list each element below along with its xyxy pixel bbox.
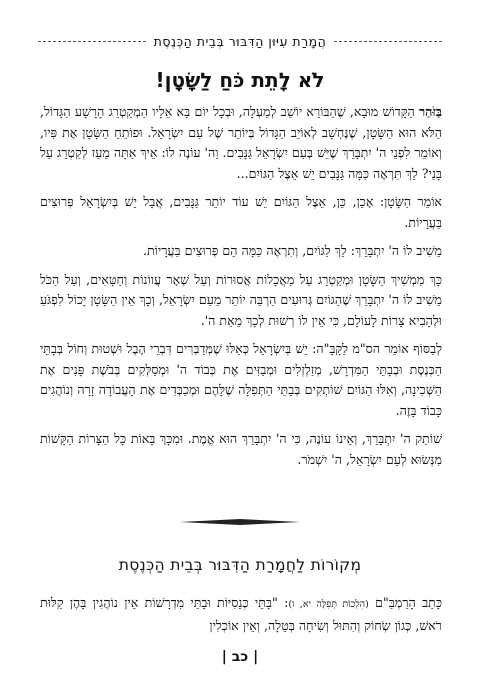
source-author: כָּתַב הָרַמְבַּ"ם	[375, 595, 442, 610]
running-header-text: הֲמָרַת עִיּוּן הַדִּבּוּר בְּבֵית הַכְּנֶסֶת	[153, 34, 327, 49]
chapter-title: לֹא לָתֵת כֹּחַ לַשָּׂטָן!	[155, 68, 325, 92]
paragraph-text: אוֹמֵר הַשָּׂטָן: אָכֵן, כֵּן, אֵצֶל הַגּוֹיִם יֵשׁ עוֹד יוֹתֵר גַּנָּבִים, אֲבָל יֵשׁ בְּיִשְׂרָאֵל פְּרוּצִים בַּעֲרָיוֹת.	[40, 194, 442, 230]
main-text	[40, 102, 442, 478]
section-title: מְקוֹרוֹת לַחֲמָרַת הַדִּבּוּר בְּבֵית הַכְּנֶסֶת	[118, 556, 362, 574]
paragraph	[40, 102, 442, 184]
paragraph	[40, 241, 442, 262]
paragraph-text: מֵשִׁיב לוֹ ה' יִתְבָּרֵךְ: לֵךְ לַגּוֹיִם, וְתִרְאֶה כַּמָּה הֵם פְּרוּצִים בַּעֲרָיוֹת.	[143, 243, 442, 258]
paragraph	[40, 192, 442, 233]
paragraph-text: כָּךְ מַמְשִׁיךְ הַשָּׂטָן וּמְקַטְרֵג עַל מַאֲכָלוֹת אֲסוּרוֹת וְעַל שְׁאָר עֲווֹנוֹת וְחַטָּאִים, וְעַל הַכֹּל מֵשִׁיב לוֹ ה' יִתְבָּרֵךְ שֶׁהַגּוֹיִם גְּרוּעִים הַרְבֵּה יוֹתֵר מֵעַם יִשְׂרָאֵל, וְכָךְ אֵין הַשָּׂטָן יָכוֹל לִפְגֹּעַ וּלְהָבִיא צָרוֹת לָעוֹלָם, כִּי אֵין לוֹ רְשׁוּת לְכָךְ מֵאֵת ה'.	[40, 271, 442, 328]
divider-ornament-icon	[180, 517, 300, 527]
paragraph	[40, 270, 442, 332]
paragraph-text: הַקָּדוֹשׁ מוּבָא, שֶׁהַבּוֹרֵא יוֹשֵׁב לְמַעְלָה, וּבְכָל יוֹם בָּא אֵלָיו הַמְקַטְרֵג הָרָשָׁע הַגָּדוֹל, הַלֹּא הוּא הַשָּׂטָן, שֶׁנֶּחְשָׁב לְאוֹיֵב הַגָּדוֹל בְּיוֹתֵר שֶׁל עַם יִשְׂרָאֵל. וּפוֹתֵחַ הַשָּׂטָן אֶת פִּיו, וְאוֹמֵר לִפְנֵי ה' יִתְבָּרֵךְ שֶׁיֵּשׁ בְּעַם יִשְׂרָאֵל גַּנָּבִים. וַה' עוֹנֶה לוֹ: אֵיךְ אַתָּה מֵעֵז לְקַטְרֵג עַל בָּנַי? לֵךְ תִּרְאֶה כַּמָּה גַּנָּבִים יֵשׁ אֵצֶל הַגּוֹיִם...	[40, 104, 442, 181]
paragraph	[40, 339, 442, 421]
paragraph-lead-word: בַּזֹּהַר	[418, 104, 442, 119]
paragraph	[40, 429, 442, 470]
header-rule-left	[38, 41, 146, 42]
source-text	[40, 593, 442, 636]
source-quote: : "בָּתֵּי כְּנֵסִיּוֹת וּבָתֵּי מִדְרָשׁוֹת אֵין נוֹהֲגִין בָּהֶן קַלּוּת רֹאשׁ, כְּגוֹן שְׂחוֹק וְהִתּוּל וְשִׂיחָה בְּטֵלָה, וְאֵין אוֹכְלִין	[40, 595, 442, 633]
section-divider-ornament	[0, 517, 480, 527]
paragraph-text: שׁוֹתֵק ה' יִתְבָּרֵךְ, וְאֵינוֹ עוֹנֶה, כִּי ה' יִתְבָּרֵךְ הוּא אֱמֶת. וּמִכָּךְ בָּאוֹת כָּל הַצָּרוֹת הַקָּשׁוֹת מִנְּשׂוּא לְעַם יִשְׂרָאֵל, ה' יִשְׁמֹר.	[40, 431, 442, 467]
paragraph-text: לְבַסּוֹף אוֹמֵר הס"מ לַקָּבָּ"ה: יֵשׁ בְּיִשְׂרָאֵל כְּאֵלּוּ שֶׁמְּדַבְּרִים דִּבְרֵי הֶבֶל וּשְׁטוּת וְחוֹל בְּבָתֵּי הַכְּנֶסֶת וּבְבָתֵּי הַמִּדְרָשׁ, מְזַלְזְלִים וּמְבַזִּים אֶת כְּבוֹד ה' וּמְסַלְּקִים בְּבֹשֶׁת פָּנִים אֶת הַשְּׁכִינָה, וְאִלּוּ הַגּוֹיִם שׁוֹתְקִים בְּבָתֵּי הַתְּפִלָּה שֶׁלָּהֶם וּמְכַבְּדִים אֶת הָעֲבוֹדָה זָרָה וְנוֹהֲגִים כָּבוֹד בָּזֶה.	[40, 341, 442, 418]
page-number: | כב |	[221, 649, 259, 665]
running-header	[38, 34, 442, 49]
header-rule-right	[334, 41, 442, 42]
source-citation: (הִלְכוֹת תְּפִלָּה יא, ו)	[288, 599, 369, 610]
